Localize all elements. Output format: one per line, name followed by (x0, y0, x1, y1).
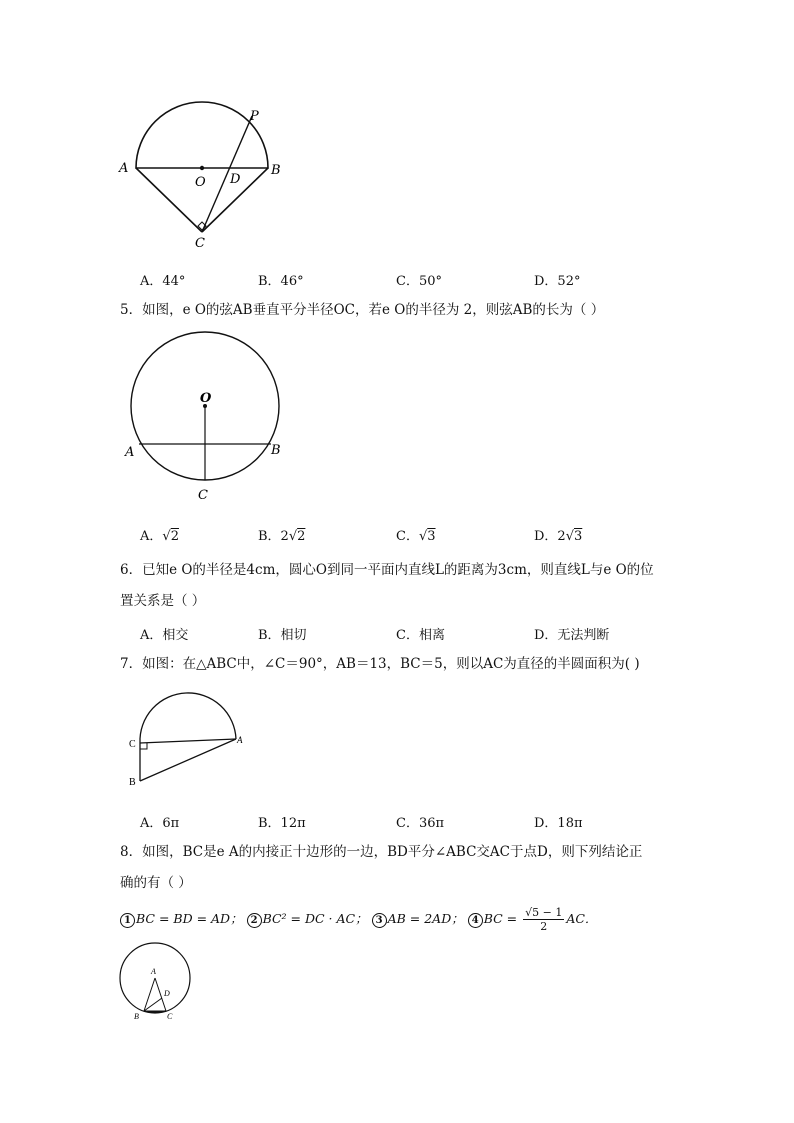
statement-4-lhs: BC = (483, 911, 518, 926)
statement-2: BC² = DC · AC； (262, 911, 368, 926)
statement-4-fraction: $\frac{√5 - 1}{2}$ (525, 906, 563, 933)
label-B: B (271, 443, 281, 458)
statement-3-marker: 3 (372, 913, 387, 928)
label-P: P (250, 109, 259, 124)
q5-option-a: A．√2 (140, 529, 179, 544)
q7-option-d: D．18π (534, 816, 583, 831)
label-A: A (119, 161, 129, 176)
q6-option-a: A．相交 (140, 628, 189, 643)
question-5: 5．如图，e O的弦AB垂直平分半径OC，若e O的半径为 2，则弦AB的长为（ ） (120, 302, 605, 318)
figure-q4 (110, 100, 310, 260)
question-8-line1: 8．如图，BC是e A的内接正十边形的一边，BD平分∠ABC交AC于点D，则下列结论正 (120, 844, 643, 860)
q4-option-b: B．46° (258, 274, 304, 289)
figure-q8 (115, 940, 200, 1025)
figure-q5 (120, 320, 300, 510)
label-A: A (151, 967, 156, 976)
q4-option-d: D．52° (534, 274, 581, 289)
q7-option-c: C．36π (396, 816, 445, 831)
q7-option-b: B．12π (258, 816, 306, 831)
label-C: C (129, 739, 136, 750)
label-A: A (125, 445, 135, 460)
label-O: O (200, 391, 212, 406)
figure-q7 (125, 685, 265, 790)
question-7: 7．如图：在△ABC中，∠C＝90°，AB＝13，BC＝5，则以AC为直径的半圆面积为( ) (120, 656, 640, 672)
statement-4-marker: 4 (468, 913, 483, 928)
label-O: O (195, 175, 206, 190)
label-C: C (195, 236, 205, 251)
label-A: A (237, 735, 243, 745)
q5-option-c: C．√3 (396, 529, 436, 544)
label-C: C (198, 488, 208, 503)
question-6-line2: 置关系是（ ） (120, 593, 206, 609)
q8-statements (120, 906, 597, 933)
label-D: D (230, 172, 241, 187)
statement-4-rhs: AC． (566, 911, 598, 926)
label-B: B (129, 777, 136, 788)
q6-option-d: D．无法判断 (534, 628, 610, 643)
q4-option-c: C．50° (396, 274, 442, 289)
statement-3: AB = 2AD； (387, 911, 464, 926)
label-B: B (134, 1012, 139, 1021)
q7-option-a: A．6π (140, 816, 180, 831)
question-8-line2: 确的有（ ） (120, 875, 192, 891)
label-B: B (271, 163, 281, 178)
statement-1-marker: 1 (120, 913, 135, 928)
q5-option-d: D．2√3 (534, 529, 583, 544)
statement-1: BC = BD = AD； (136, 911, 243, 926)
label-C: C (167, 1012, 173, 1021)
label-D: D (164, 989, 170, 998)
question-6-line1: 6．已知e O的半径是4cm，圆心O到同一平面内直线L的距离为3cm，则直线L与e O的位 (120, 562, 654, 578)
statement-2-marker: 2 (247, 913, 262, 928)
q4-option-a: A．44° (140, 274, 186, 289)
q6-option-b: B．相切 (258, 628, 307, 643)
q5-option-b: B．2√2 (258, 529, 306, 544)
q6-option-c: C．相离 (396, 628, 445, 643)
